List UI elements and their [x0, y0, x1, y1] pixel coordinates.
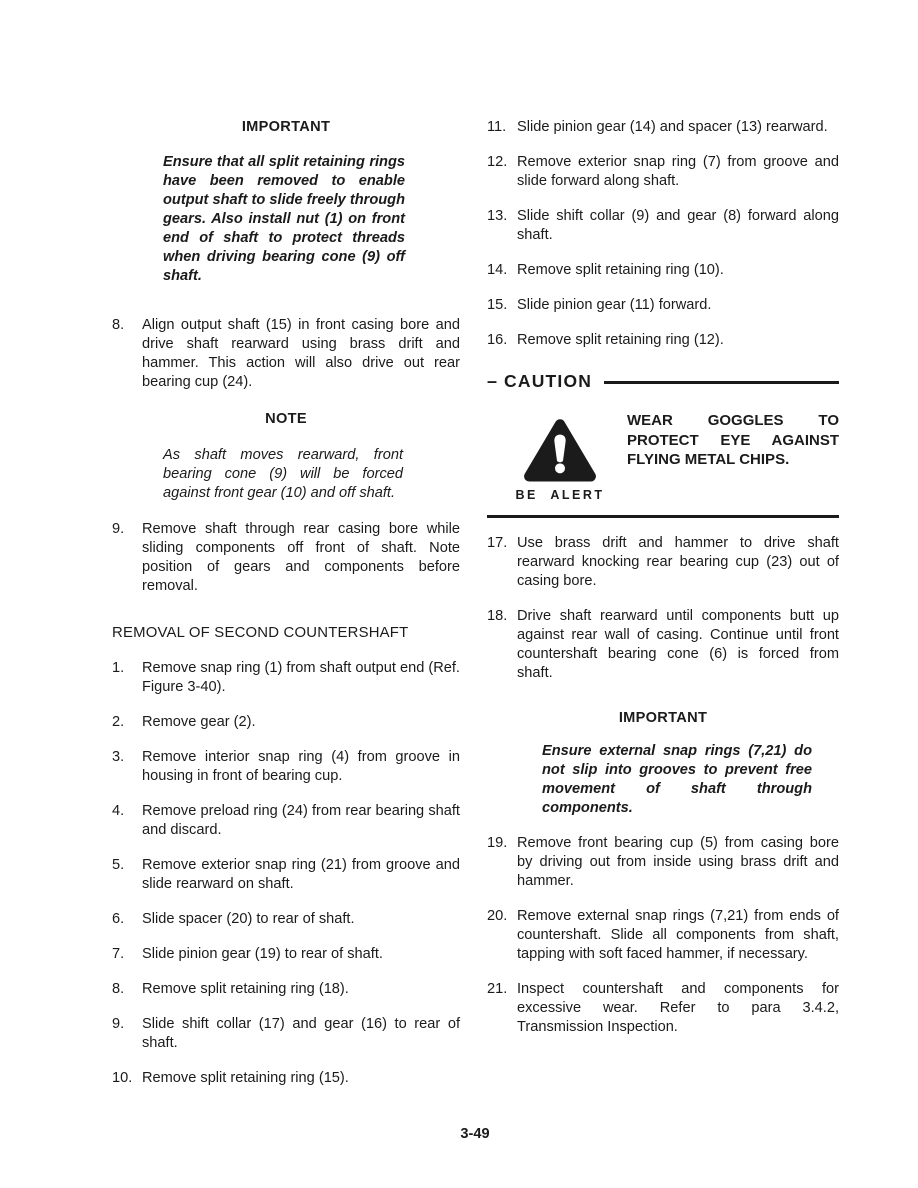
- caution-header: [487, 372, 839, 391]
- step-item: [487, 331, 839, 350]
- important-heading-right: IMPORTANT: [618, 710, 708, 726]
- left-column: [112, 110, 460, 1088]
- important-body: Ensure that all split retaining rings have been removed to enable output shaft to slide freely through gears. Also install nut (1) on front end of shaft to protect threads when driving bearing cone (9) off shaft.: [163, 154, 405, 284]
- step-number: 5.: [112, 857, 125, 873]
- important-body-right: Ensure external snap rings (7,21) do not slip into grooves to prevent free movement of shaft through components.: [542, 743, 812, 816]
- step-item-9: [112, 520, 460, 596]
- note-heading: NOTE: [265, 411, 307, 427]
- step-number: 19.: [487, 835, 508, 851]
- step-item: [487, 534, 839, 591]
- step-number: 21.: [487, 981, 508, 997]
- step-item: [112, 945, 460, 964]
- step-number: 4.: [112, 803, 125, 819]
- step-number: 20.: [487, 908, 508, 924]
- step-number: 17.: [487, 535, 508, 551]
- step-text: Remove split retaining ring (10).: [517, 262, 724, 278]
- caution-rule-line: [604, 381, 839, 384]
- right-steps-upper: [487, 118, 839, 350]
- step-number: 12.: [487, 154, 508, 170]
- step-text: Remove front bearing cup (5) from casing bore by driving out from inside using brass drift and hammer.: [517, 835, 839, 889]
- step-item: [112, 713, 460, 732]
- step-item: [112, 659, 460, 697]
- section-heading: REMOVAL OF SECOND COUNTERSHAFT: [112, 625, 409, 641]
- right-steps-lower: [487, 834, 839, 1037]
- step-text: Drive shaft rearward until components butt up against rear wall of casing. Continue until front countershaft bearing cone (6) is forced from shaft.: [517, 608, 839, 681]
- step-number: 14.: [487, 262, 508, 278]
- caution-text: WEAR GOGGLES TO PROTECT EYE AGAINST FLYING METAL CHIPS.: [627, 412, 839, 468]
- step-number: 10.: [112, 1070, 133, 1086]
- step-number: 13.: [487, 208, 508, 224]
- step-number: 16.: [487, 332, 508, 348]
- step-item: [112, 980, 460, 999]
- step-item: [112, 802, 460, 840]
- step-item: [112, 1069, 460, 1088]
- step-text: Remove external snap rings (7,21) from ends of countershaft. Slide all components from shaft, tapping with soft faced hammer, if necessary.: [517, 908, 839, 962]
- caution-box: [487, 411, 839, 505]
- step-number: 8.: [112, 317, 125, 333]
- step-text: Remove gear (2).: [142, 714, 256, 730]
- step-item: [112, 1015, 460, 1053]
- step-item: [112, 910, 460, 929]
- step-text: Slide spacer (20) to rear of shaft.: [142, 911, 355, 927]
- step-item: [112, 856, 460, 894]
- step-number: 2.: [112, 714, 125, 730]
- step-item: [487, 153, 839, 191]
- right-steps-mid: [487, 534, 839, 683]
- step-number: 1.: [112, 660, 125, 676]
- caution-label: CAUTION: [504, 371, 593, 391]
- step-text: Remove preload ring (24) from rear bearing shaft and discard.: [142, 803, 460, 838]
- step-item: [487, 296, 839, 315]
- step-item: [487, 980, 839, 1037]
- step-number: 9.: [112, 1016, 125, 1032]
- step-item: [487, 261, 839, 280]
- step-text: Slide pinion gear (14) and spacer (13) rearward.: [517, 119, 828, 135]
- step-item: [487, 207, 839, 245]
- important-heading: IMPORTANT: [241, 119, 331, 135]
- step-number: 18.: [487, 608, 508, 624]
- step-text: Remove split retaining ring (15).: [142, 1070, 349, 1086]
- step-item: [487, 834, 839, 891]
- step-number: 9.: [112, 521, 125, 537]
- left-steps-list: [112, 659, 460, 1088]
- step-text: Use brass drift and hammer to drive shaft rearward knocking rear bearing cup (23) out of casing bore.: [517, 535, 839, 589]
- step-item: [487, 907, 839, 964]
- page-number: 3-49: [460, 1126, 490, 1142]
- step-text: Remove split retaining ring (12).: [517, 332, 724, 348]
- step-text: Remove interior snap ring (4) from groove in housing in front of bearing cup.: [142, 749, 460, 784]
- step-number: 6.: [112, 911, 125, 927]
- step-text: Remove exterior snap ring (21) from groove and slide rearward on shaft.: [142, 857, 460, 892]
- step-text: Slide shift collar (17) and gear (16) to rear of shaft.: [142, 1016, 460, 1051]
- step-item: [487, 118, 839, 137]
- alert-icon-block: [505, 411, 615, 505]
- step-item: [487, 607, 839, 683]
- step-number: 7.: [112, 946, 125, 962]
- step-number: 8.: [112, 981, 125, 997]
- step-text: Slide shift collar (9) and gear (8) forward along shaft.: [517, 208, 839, 243]
- right-column: [487, 110, 839, 1037]
- step-text: Remove split retaining ring (18).: [142, 981, 349, 997]
- step-text: Remove snap ring (1) from shaft output end (Ref. Figure 3-40).: [142, 660, 460, 695]
- note-body: As shaft moves rearward, front bearing cone (9) will be forced against front gear (10) and off shaft.: [163, 447, 403, 501]
- step-text: Remove exterior snap ring (7) from groove and slide forward along shaft.: [517, 154, 839, 189]
- step-text: Remove shaft through rear casing bore while sliding components off front of shaft. Note position of gears and components before removal.: [142, 521, 460, 594]
- step-item: [112, 748, 460, 786]
- step-item-8: [112, 316, 460, 392]
- step-text: Slide pinion gear (19) to rear of shaft.: [142, 946, 383, 962]
- caution-bottom-rule: [487, 515, 839, 518]
- be-alert-label: BE ALERT: [515, 488, 605, 502]
- step-text: Align output shaft (15) in front casing bore and drive shaft rearward using brass drift and hammer. This action will also drive out rear bearing cup (24).: [142, 317, 460, 390]
- step-number: 3.: [112, 749, 125, 765]
- caution-dash: –: [487, 371, 498, 391]
- step-number: 15.: [487, 297, 508, 313]
- warning-triangle-icon: [523, 417, 597, 483]
- step-number: 11.: [487, 119, 507, 135]
- step-text: Inspect countershaft and components for excessive wear. Refer to para 3.4.2, Transmission Inspection.: [517, 981, 839, 1035]
- step-text: Slide pinion gear (11) forward.: [517, 297, 712, 313]
